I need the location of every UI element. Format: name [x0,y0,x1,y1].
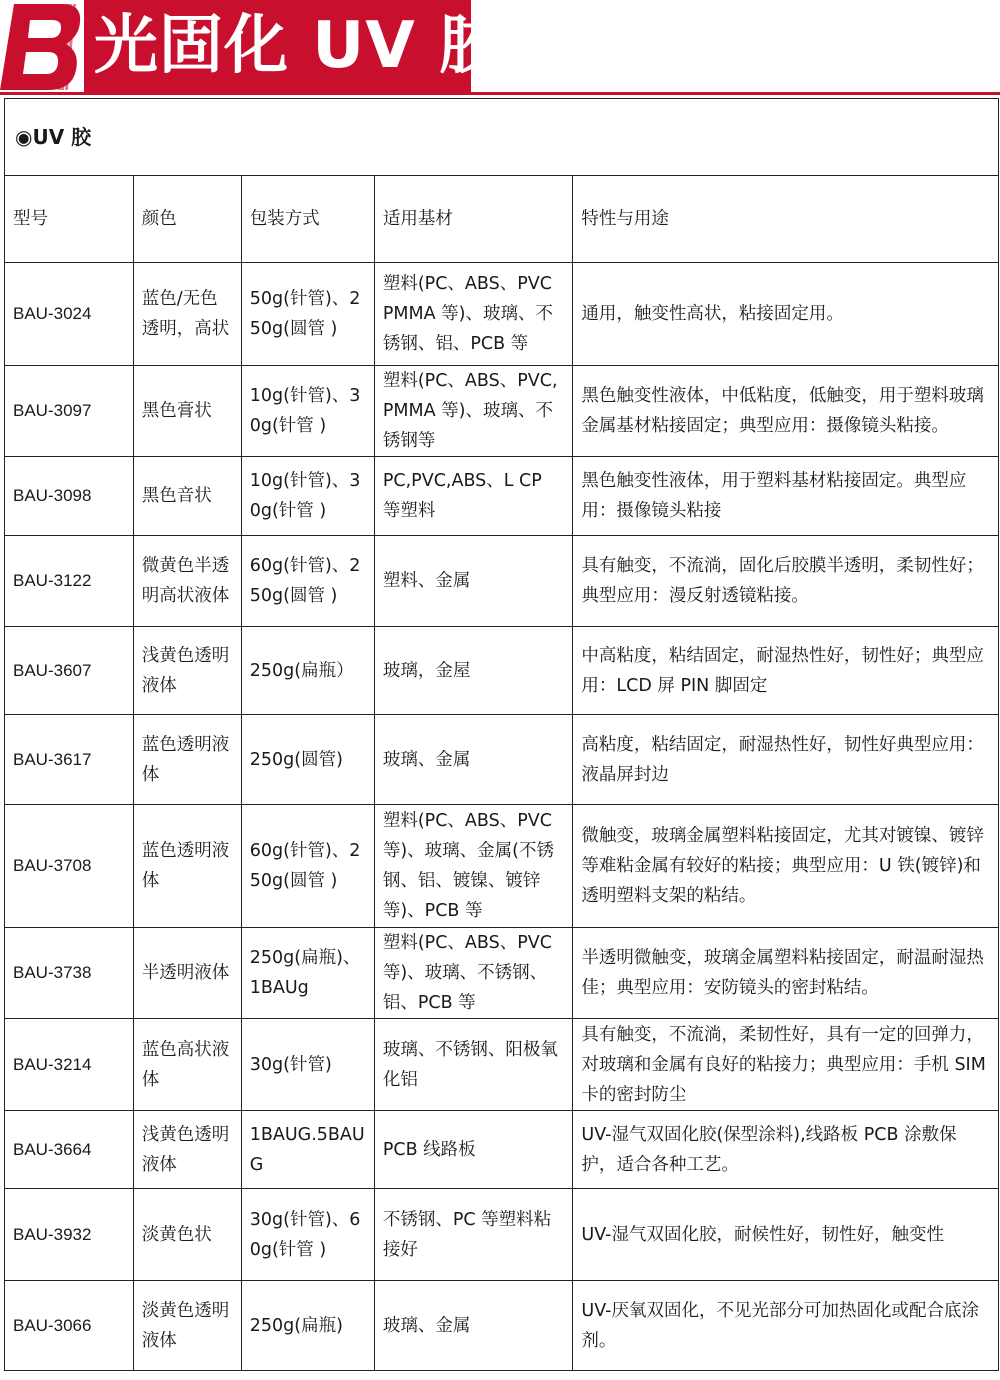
cell-model: BAU-3617 [5,715,134,805]
section-label: ◉UV 胶 [5,99,999,176]
cell-substrate: 不锈钢、PC 等塑料粘接好 [374,1189,573,1281]
table-row [5,1189,999,1281]
table-row [5,1019,999,1111]
table-header-row [5,176,999,263]
cell-color: 微黄色半透明高状液体 [133,536,241,627]
cell-feature: 中高粘度，粘结固定，耐湿热性好，韧性好；典型应用：LCD 屏 PIN 脚固定 [573,627,999,715]
cell-color: 蓝色高状液体 [133,1019,241,1111]
cell-feature: UV-湿气双固化胶，耐候性好，韧性好，触变性 [573,1189,999,1281]
cell-color: 半透明液体 [133,928,241,1019]
cell-package: 10g(针管)、30g(针管 ) [241,457,374,536]
cell-color: 黑色膏状 [133,366,241,457]
column-header-package: 包装方式 [241,176,374,263]
table-row [5,536,999,627]
cell-feature: 黑色触变性液体，用于塑料基材粘接固定。典型应用：摄像镜头粘接 [573,457,999,536]
cell-substrate: 玻璃、金属 [374,1281,573,1371]
cell-substrate: 塑料、金属 [374,536,573,627]
column-header-model: 型号 [5,176,134,263]
cell-package: 250g(扁瓶) [241,1281,374,1371]
cell-package: 250g(扁瓶)、1BAUg [241,928,374,1019]
cell-feature: 通用，触变性高状，粘接固定用。 [573,263,999,366]
product-sheet [4,98,999,1371]
page-title: 光固化 UV 胶 [94,9,505,83]
cell-model: BAU-3066 [5,1281,134,1371]
cell-substrate: 玻璃、金属 [374,715,573,805]
table-row [5,627,999,715]
cell-substrate: 玻璃，金屋 [374,627,573,715]
cell-color: 蓝色透明液体 [133,805,241,928]
column-header-feature: 特性与用途 [573,176,999,263]
cell-model: BAU-3122 [5,536,134,627]
cell-substrate: 塑料(PC、ABS、PVC, PMMA 等)、玻璃、不锈钢等 [374,366,573,457]
cell-feature: UV-厌氧双固化，不见光部分可加热固化或配合底涂剂。 [573,1281,999,1371]
cell-color: 浅黄色透明液体 [133,1111,241,1189]
cell-color: 黑色音状 [133,457,241,536]
header-divider [0,92,1000,95]
cell-model: BAU-3214 [5,1019,134,1111]
table-row [5,928,999,1019]
header [0,0,1000,96]
table-row [5,715,999,805]
cell-model: BAU-3607 [5,627,134,715]
cell-feature: 半透明微触变，玻璃金属塑料粘接固定，耐温耐湿热佳；典型应用：安防镜头的密封粘结。 [573,928,999,1019]
table-row [5,263,999,366]
cell-package: 60g(针管)、250g(圆管 ) [241,536,374,627]
section-row [5,99,999,176]
cell-color: 浅黄色透明液体 [133,627,241,715]
brand-logo-icon [0,0,84,92]
cell-substrate: PC,PVC,ABS、L CP 等塑料 [374,457,573,536]
cell-color: 蓝色/无色透明，高状 [133,263,241,366]
cell-package: 60g(针管)、250g(圆管 ) [241,805,374,928]
table-row [5,1111,999,1189]
cell-color: 淡黄色状 [133,1189,241,1281]
cell-feature: 具有触变，不流淌，固化后胶膜半透明，柔韧性好；典型应用：漫反射透镜粘接。 [573,536,999,627]
cell-package: 30g(针管) [241,1019,374,1111]
table-row [5,1281,999,1371]
cell-feature: UV-湿气双固化胶(保型涂料),线路板 PCB 涂敷保护，适合各种工艺。 [573,1111,999,1189]
product-table [4,98,999,1371]
cell-package: 1BAUG.5BAUG [241,1111,374,1189]
cell-feature: 黑色触变性液体，中低粘度，低触变，用于塑料玻璃金属基材粘接固定；典型应用：摄像镜头粘接。 [573,366,999,457]
table-row [5,366,999,457]
cell-package: 50g(针管)、250g(圆管 ) [241,263,374,366]
cell-model: BAU-3738 [5,928,134,1019]
cell-feature: 微触变，玻璃金属塑料粘接固定，尤其对镀镍、镀锌等难粘金属有较好的粘接；典型应用：U 铁(镀锌)和透明塑料支架的粘结。 [573,805,999,928]
cell-package: 250g(扁瓶） [241,627,374,715]
cell-model: BAU-3708 [5,805,134,928]
cell-model: BAU-3024 [5,263,134,366]
cell-package: 30g(针管)、60g(针管 ) [241,1189,374,1281]
cell-package: 250g(圆管) [241,715,374,805]
cell-model: BAU-3097 [5,366,134,457]
cell-substrate: PCB 线路板 [374,1111,573,1189]
cell-substrate: 塑料(PC、ABS、PVC 等)、玻璃、金属(不锈钢、铝、镀镍、镀锌等)、PCB 等 [374,805,573,928]
cell-model: BAU-3932 [5,1189,134,1281]
cell-feature: 高粘度，粘结固定，耐湿热性好，韧性好典型应用：液晶屏封边 [573,715,999,805]
column-header-substrate: 适用基材 [374,176,573,263]
cell-feature: 具有触变，不流淌，柔韧性好，具有一定的回弹力，对玻璃和金属有良好的粘接力；典型应用：手机 SIM 卡的密封防尘 [573,1019,999,1111]
table-row [5,457,999,536]
cell-model: BAU-3664 [5,1111,134,1189]
table-row [5,805,999,928]
cell-package: 10g(针管)、30g(针管 ) [241,366,374,457]
column-header-color: 颜色 [133,176,241,263]
cell-substrate: 塑料(PC、ABS、PVC PMMA 等)、玻璃、不锈钢、铝、PCB 等 [374,263,573,366]
cell-color: 蓝色透明液体 [133,715,241,805]
cell-color: 淡黄色透明液体 [133,1281,241,1371]
cell-substrate: 塑料(PC、ABS、PVC 等)、玻璃、不锈钢、铝、PCB 等 [374,928,573,1019]
cell-substrate: 玻璃、不锈钢、阳极氧化铝 [374,1019,573,1111]
cell-model: BAU-3098 [5,457,134,536]
